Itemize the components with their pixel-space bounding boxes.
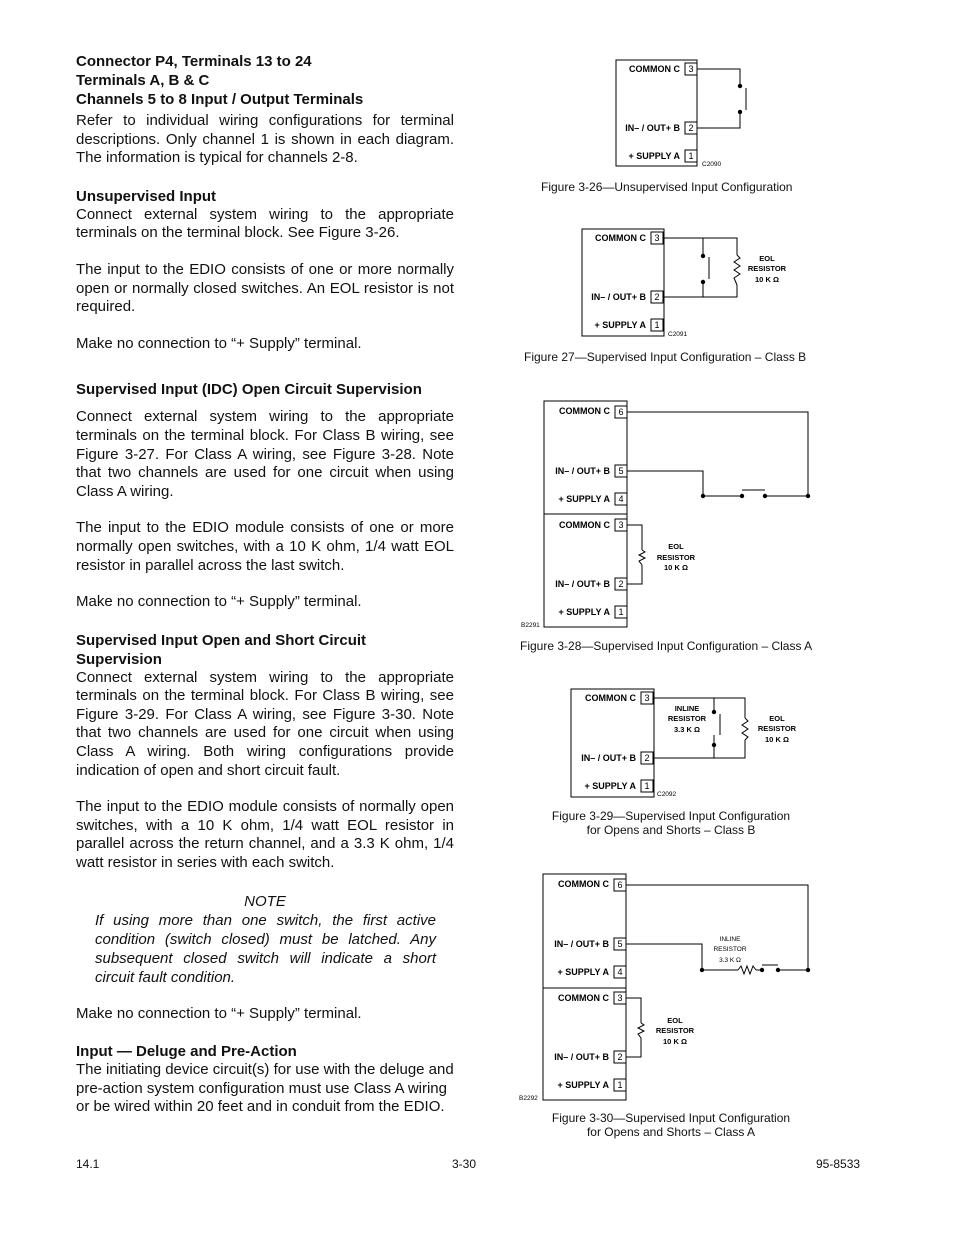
intro-paragraph: Refer to individual wiring configurations for terminal descriptions. Only channel 1 is shown in each diagram. The information is typical for channels 2-8. — [76, 112, 454, 167]
terminal-number: 4 — [617, 967, 623, 977]
terminal-label-supply-a: + SUPPLY A — [558, 494, 610, 504]
terminal-number: 3 — [644, 693, 650, 703]
figure-3-29-caption-line1: Figure 3-29—Supervised Input Configuration — [551, 809, 791, 823]
switch-contact-dot — [738, 110, 742, 114]
eol-label: EOL — [667, 1016, 683, 1025]
junction-dot — [700, 968, 704, 972]
footer-document-number: 95-8533 — [816, 1157, 861, 1171]
terminal-label-in-out-b: IN– / OUT+ B — [591, 292, 646, 302]
figure-code: C2091 — [668, 331, 688, 338]
junction-dot — [701, 494, 705, 498]
deluge-heading: Input — Deluge and Pre-Action — [76, 1043, 297, 1061]
terminal-number: 6 — [617, 880, 623, 890]
note-title: NOTE — [244, 892, 286, 910]
figure-3-29-caption-line2: for Opens and Shorts – Class B — [586, 823, 756, 837]
resistance-value: 3.3 K Ω — [719, 957, 741, 964]
terminal-label-common-c: COMMON C — [558, 993, 609, 1003]
resistor-label: RESISTOR — [667, 714, 707, 723]
terminal-label-supply-a: + SUPPLY A — [628, 151, 680, 161]
no-connect-paragraph: Make no connection to “+ Supply” terminal. — [76, 1004, 362, 1022]
terminal-number: 3 — [618, 520, 624, 530]
switch-contact-dot — [763, 494, 767, 498]
supervised-short-p1: Connect external system wiring to the appropriate terminals on the terminal block. For Class B wiring, see Figure 3-29. For Class A wiring, see Figure 3-30. Note that two channels are used for one circuit when using Class A wiring. Both wiring configurations provide indication of open and short circuit fault. — [76, 668, 454, 779]
terminal-label-common-c: COMMON C — [629, 64, 680, 74]
resistor-label: RESISTOR — [747, 264, 787, 273]
supervised-open-heading: Supervised Input (IDC) Open Circuit Supervision — [76, 381, 422, 399]
resistor-label: RESISTOR — [757, 724, 797, 733]
figure-3-30-caption-line1: Figure 3-30—Supervised Input Configuration — [551, 1111, 791, 1125]
terminal-label-common-c: COMMON C — [559, 406, 610, 416]
terminal-number: 2 — [617, 1052, 623, 1062]
resistance-value: 10 K Ω — [663, 1037, 687, 1046]
terminal-number: 4 — [618, 494, 624, 504]
terminal-label-in-out-b: IN– / OUT+ B — [581, 753, 636, 763]
terminal-number: 2 — [644, 753, 650, 763]
eol-label: EOL — [759, 254, 775, 263]
figure-3-30-caption-line2: for Opens and Shorts – Class A — [586, 1125, 756, 1139]
terminal-number: 2 — [688, 123, 694, 133]
terminal-number: 5 — [617, 939, 623, 949]
unsupervised-p2: The input to the EDIO consists of one or more normally open or normally closed switches. An EOL resistor is not required. — [76, 260, 454, 316]
switch-contact-dot — [701, 280, 705, 284]
terminal-number: 6 — [618, 407, 624, 417]
switch-contact-dot — [740, 494, 744, 498]
eol-label: EOL — [668, 542, 684, 551]
resistor-label: RESISTOR — [713, 946, 747, 953]
terminal-number: 3 — [688, 64, 694, 74]
figure-code: C2092 — [657, 791, 677, 798]
unsupervised-heading: Unsupervised Input — [76, 187, 217, 205]
terminal-number: 1 — [618, 607, 624, 617]
footer-revision: 14.1 — [76, 1157, 100, 1171]
terminal-label-common-c: COMMON C — [558, 879, 609, 889]
section-heading-line3: Channels 5 to 8 Input / Output Terminals — [76, 91, 364, 108]
terminal-label-common-c: COMMON C — [585, 693, 636, 703]
resistor-label: RESISTOR — [655, 1026, 695, 1035]
terminal-number: 1 — [644, 781, 650, 791]
supervised-short-heading: Supervised Input Open and Short Circuit Supervision — [76, 631, 367, 668]
terminal-label-in-out-b: IN– / OUT+ B — [625, 123, 680, 133]
resistance-value: 10 K Ω — [765, 735, 789, 744]
supervised-open-p2: The input to the EDIO module consists of one or more normally open switches, with a 10 K ohm, 1/4 watt EOL resistor in parallel across the last switch. — [76, 519, 454, 574]
terminal-label-in-out-b: IN– / OUT+ B — [555, 466, 610, 476]
terminal-label-supply-a: + SUPPLY A — [557, 967, 609, 977]
resistor-label: RESISTOR — [656, 553, 696, 562]
figure-3-30-diagram — [543, 874, 808, 1100]
resistance-value: 10 K Ω — [755, 275, 779, 284]
terminal-label-supply-a: + SUPPLY A — [594, 320, 646, 330]
switch-contact-dot — [738, 84, 742, 88]
resistance-value: 3.3 K Ω — [673, 725, 701, 734]
terminal-label-in-out-b: IN– / OUT+ B — [554, 939, 609, 949]
terminal-label-supply-a: + SUPPLY A — [584, 781, 636, 791]
switch-contact-dot — [701, 254, 705, 258]
figure-3-28-diagram — [544, 401, 808, 627]
section-heading-line1: Connector P4, Terminals 13 to 24 — [76, 53, 312, 70]
terminal-number: 3 — [617, 993, 623, 1003]
terminal-label-supply-a: + SUPPLY A — [557, 1080, 609, 1090]
terminal-number: 5 — [618, 466, 624, 476]
switch-contact-dot — [712, 743, 716, 747]
terminal-number: 1 — [688, 151, 694, 161]
inline-label: INLINE — [674, 704, 700, 713]
figure-3-30-caption — [546, 1111, 796, 1139]
switch-contact-dot — [760, 968, 764, 972]
supervised-open-p3: Make no connection to “+ Supply” terminal. — [76, 593, 362, 611]
footer-page-number: 3-30 — [452, 1157, 477, 1171]
figure-code: B2292 — [519, 1095, 538, 1102]
terminal-number: 2 — [618, 579, 624, 589]
junction-dot — [806, 494, 810, 498]
section-heading-line2: Terminals A, B & C — [76, 72, 210, 89]
eol-label: EOL — [769, 714, 785, 723]
terminal-number: 3 — [654, 233, 660, 243]
terminal-label-common-c: COMMON C — [595, 233, 646, 243]
switch-contact-dot — [776, 968, 780, 972]
figure-3-28-caption: Figure 3-28—Supervised Input Configuration – Class A — [520, 639, 813, 653]
supervised-open-p1: Connect external system wiring to the appropriate terminals on the terminal block. For Class B wiring, see Figure 3-27. For Class A wiring, see Figure 3-28. Note that two channels are used for one circuit when using Class A wiring. — [76, 408, 454, 500]
unsupervised-p3: Make no connection to “+ Supply” terminal. — [76, 334, 362, 352]
terminal-label-supply-a: + SUPPLY A — [558, 607, 610, 617]
inline-label: INLINE — [719, 936, 741, 943]
switch-contact-dot — [712, 710, 716, 714]
figure-code: B2291 — [521, 622, 540, 629]
deluge-paragraph: The initiating device circuit(s) for use with the deluge and pre-action system configuration must use Class A wiring or be wired within 20 feet and in conduit from the EDIO. — [76, 1061, 454, 1116]
terminal-number: 1 — [617, 1080, 623, 1090]
figure-3-26-caption: Figure 3-26—Unsupervised Input Configuration — [541, 180, 793, 194]
terminal-label-common-c: COMMON C — [559, 520, 610, 530]
terminal-number: 2 — [654, 292, 660, 302]
junction-dot — [806, 968, 810, 972]
terminal-number: 1 — [654, 320, 660, 330]
unsupervised-p1: Connect external system wiring to the appropriate terminals on the terminal block. See Figure 3-26. — [76, 205, 454, 242]
terminal-label-in-out-b: IN– / OUT+ B — [555, 579, 610, 589]
terminal-label-in-out-b: IN– / OUT+ B — [554, 1052, 609, 1062]
figure-3-29-caption — [546, 809, 796, 837]
supervised-short-p2: The input to the EDIO module consists of normally open switches, with a 10 K ohm, 1/4 watt EOL resistor in parallel across the return channel, and a 3.3 K ohm, 1/4 watt resistor in series with each switch. — [76, 798, 454, 872]
figure-code: C2090 — [702, 161, 722, 168]
note-body: If using more than one switch, the first active condition (switch closed) must be latched. Any subsequent closed switch will indicate a short circuit fault condition. — [95, 911, 436, 986]
resistance-value: 10 K Ω — [664, 563, 688, 572]
figure-27-caption: Figure 27—Supervised Input Configuration – Class B — [524, 350, 807, 364]
